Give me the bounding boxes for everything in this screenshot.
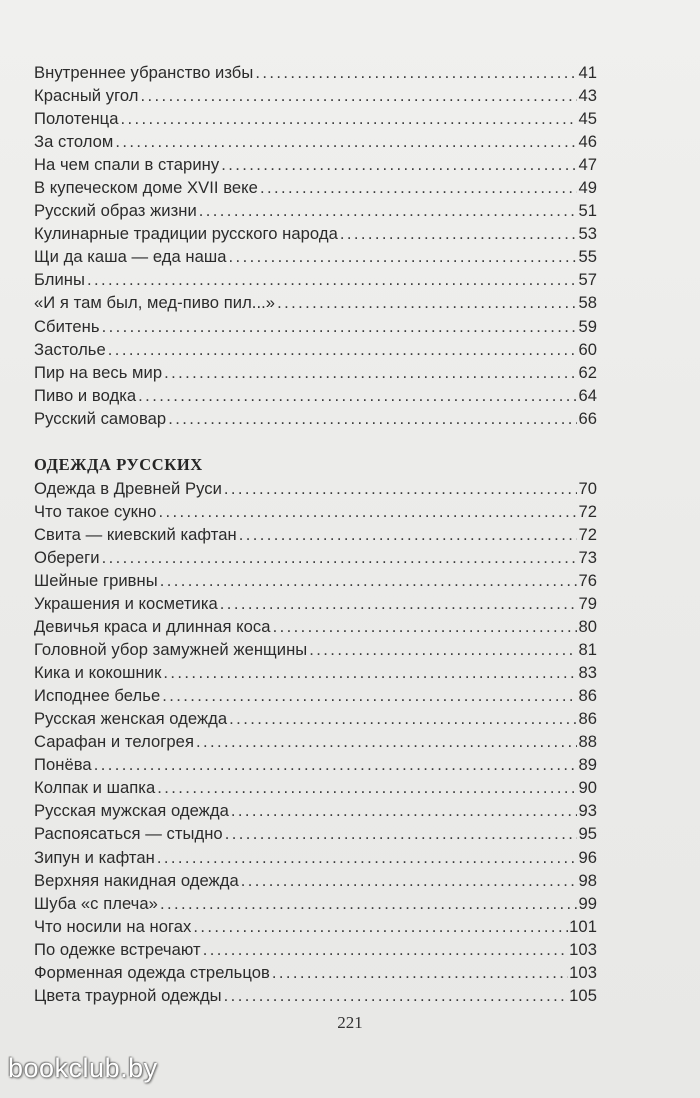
toc-entry — [34, 707, 597, 730]
toc-entry — [34, 338, 597, 361]
toc-entry-title: Что носили на ногах — [34, 916, 192, 936]
toc-entry-page: 66 — [578, 408, 597, 428]
dot-leader — [138, 384, 577, 407]
toc-entry-page: 96 — [578, 847, 597, 867]
toc-entry — [34, 407, 597, 430]
dot-leader — [162, 684, 577, 707]
dot-leader — [309, 638, 577, 661]
toc-section-clothing — [34, 477, 597, 1007]
toc-entry-page: 93 — [578, 801, 597, 821]
toc-entry-title: Распоясаться — стыдно — [34, 824, 223, 844]
dot-leader — [229, 707, 577, 730]
toc-entry-title: Шейные гривны — [34, 570, 158, 590]
toc-entry — [34, 268, 597, 291]
toc-entry — [34, 107, 597, 130]
toc-entry-page: 55 — [578, 247, 597, 267]
toc-entry-title: Верхняя накидная одежда — [34, 870, 239, 890]
dot-leader — [157, 846, 578, 869]
table-of-contents — [34, 61, 597, 1007]
toc-entry-title: Сарафан и телогрея — [34, 732, 194, 752]
toc-entry — [34, 776, 597, 799]
toc-entry-title: На чем спали в старину — [34, 155, 220, 175]
toc-entry-page: 53 — [578, 224, 597, 244]
toc-entry — [34, 569, 597, 592]
toc-entry — [34, 153, 597, 176]
toc-entry-page: 79 — [578, 593, 597, 613]
toc-entry-title: Кика и кокошник — [34, 663, 162, 683]
toc-entry-page: 60 — [578, 339, 597, 359]
toc-entry-title: Зипун и кафтан — [34, 847, 155, 867]
toc-entry — [34, 984, 597, 1007]
dot-leader — [241, 869, 578, 892]
dot-leader — [168, 407, 577, 430]
dot-leader — [157, 776, 577, 799]
toc-entry-page: 58 — [578, 293, 597, 313]
toc-entry-page: 47 — [578, 155, 597, 175]
dot-leader — [121, 107, 578, 130]
toc-entry-title: Сбитень — [34, 316, 100, 336]
toc-entry-title: Форменная одежда стрельцов — [34, 962, 270, 982]
dot-leader — [221, 153, 577, 176]
toc-entry-title: Пир на весь мир — [34, 362, 163, 382]
toc-entry-page: 72 — [578, 501, 597, 521]
toc-entry-page: 43 — [578, 86, 597, 106]
toc-entry-page: 89 — [578, 755, 597, 775]
toc-entry-title: Шуба «с плеча» — [34, 893, 158, 913]
toc-entry-page: 103 — [569, 962, 597, 982]
dot-leader — [193, 915, 568, 938]
dot-leader — [260, 176, 577, 199]
watermark: bookclub.by — [8, 1053, 158, 1083]
dot-leader — [87, 268, 577, 291]
dot-leader — [273, 615, 578, 638]
toc-entry-page: 90 — [578, 778, 597, 798]
toc-entry-page: 88 — [578, 732, 597, 752]
toc-entry-title: За столом — [34, 132, 114, 152]
toc-entry-title: Головной убор замужней женщины — [34, 640, 308, 660]
toc-entry-title: Русский образ жизни — [34, 201, 197, 221]
toc-entry — [34, 61, 597, 84]
toc-entry — [34, 500, 597, 523]
toc-entry — [34, 869, 597, 892]
toc-entry-title: По одежке встречают — [34, 939, 201, 959]
dot-leader — [164, 361, 577, 384]
toc-entry — [34, 245, 597, 268]
dot-leader — [141, 84, 578, 107]
toc-entry-title: Красный угол — [34, 86, 139, 106]
dot-leader — [203, 938, 568, 961]
toc-entry — [34, 961, 597, 984]
toc-entry-page: 62 — [578, 362, 597, 382]
toc-entry-page: 64 — [578, 385, 597, 405]
toc-entry — [34, 523, 597, 546]
toc-entry — [34, 799, 597, 822]
dot-leader — [220, 592, 578, 615]
toc-entry — [34, 84, 597, 107]
dot-leader — [340, 222, 578, 245]
toc-entry-page: 101 — [569, 916, 597, 936]
toc-entry-page: 51 — [578, 201, 597, 221]
toc-entry-title: Блины — [34, 270, 85, 290]
toc-entry — [34, 130, 597, 153]
section-gap — [34, 430, 597, 453]
dot-leader — [160, 569, 578, 592]
dot-leader — [231, 799, 578, 822]
toc-entry — [34, 199, 597, 222]
toc-entry-title: Кулинарные традиции русского народа — [34, 224, 338, 244]
toc-entry-title: Исподнее белье — [34, 686, 161, 706]
toc-entry-title: В купеческом доме XVII веке — [34, 178, 258, 198]
toc-entry — [34, 615, 597, 638]
toc-entry — [34, 546, 597, 569]
toc-entry-title: Одежда в Древней Руси — [34, 478, 222, 498]
dot-leader — [229, 245, 578, 268]
toc-entry — [34, 938, 597, 961]
section-heading: ОДЕЖДА РУССКИХ — [34, 454, 203, 474]
toc-entry-page: 99 — [578, 893, 597, 913]
page-number: 221 — [337, 1013, 363, 1032]
toc-entry — [34, 915, 597, 938]
toc-entry — [34, 822, 597, 845]
toc-entry-title: Обереги — [34, 547, 100, 567]
toc-entry — [34, 684, 597, 707]
toc-entry-page: 81 — [578, 640, 597, 660]
toc-entry — [34, 361, 597, 384]
dot-leader — [224, 984, 568, 1007]
toc-entry-page: 49 — [578, 178, 597, 198]
toc-entry-page: 86 — [578, 709, 597, 729]
toc-entry — [34, 315, 597, 338]
toc-entry — [34, 846, 597, 869]
toc-entry-title: Русский самовар — [34, 408, 167, 428]
dot-leader — [199, 199, 578, 222]
dot-leader — [224, 477, 578, 500]
dot-leader — [160, 892, 578, 915]
dot-leader — [102, 546, 578, 569]
toc-entry-title: Свита — киевский кафтан — [34, 524, 237, 544]
toc-entry — [34, 176, 597, 199]
toc-entry-page: 59 — [578, 316, 597, 336]
toc-entry-page: 70 — [578, 478, 597, 498]
toc-entry-page: 105 — [569, 985, 597, 1005]
toc-entry-title: Русская мужская одежда — [34, 801, 229, 821]
toc-entry-page: 73 — [578, 547, 597, 567]
toc-entry — [34, 661, 597, 684]
toc-section-household — [34, 61, 597, 430]
dot-leader — [163, 661, 577, 684]
toc-entry-title: Полотенца — [34, 109, 119, 129]
dot-leader — [225, 822, 578, 845]
toc-entry-page: 45 — [578, 109, 597, 129]
toc-entry-title: Щи да каша — еда наша — [34, 247, 227, 267]
toc-entry-page: 86 — [578, 686, 597, 706]
toc-entry-title: Что такое сукно — [34, 501, 157, 521]
toc-entry — [34, 730, 597, 753]
toc-entry — [34, 753, 597, 776]
dot-leader — [108, 338, 578, 361]
toc-entry-page: 76 — [578, 570, 597, 590]
toc-entry — [34, 291, 597, 314]
toc-entry-page: 103 — [569, 939, 597, 959]
toc-entry-page: 57 — [578, 270, 597, 290]
toc-entry-title: Украшения и косметика — [34, 593, 218, 613]
toc-entry-title: «И я там был, мед-пиво пил...» — [34, 293, 276, 313]
toc-entry-page: 95 — [578, 824, 597, 844]
toc-entry-page: 41 — [578, 63, 597, 82]
toc-entry-page: 72 — [578, 524, 597, 544]
toc-entry-page: 83 — [578, 663, 597, 683]
toc-entry-title: Внутреннее убранство избы — [34, 63, 254, 82]
toc-entry — [34, 592, 597, 615]
toc-entry — [34, 638, 597, 661]
dot-leader — [255, 61, 577, 84]
toc-entry-title: Понёва — [34, 755, 92, 775]
toc-entry — [34, 892, 597, 915]
dot-leader — [272, 961, 568, 984]
toc-entry-title: Колпак и шапка — [34, 778, 156, 798]
toc-entry — [34, 384, 597, 407]
dot-leader — [94, 753, 578, 776]
toc-entry-title: Цвета траурной одежды — [34, 985, 222, 1005]
dot-leader — [239, 523, 578, 546]
toc-entry-title: Пиво и водка — [34, 385, 137, 405]
toc-entry — [34, 477, 597, 500]
toc-entry-page: 46 — [578, 132, 597, 152]
toc-entry-title: Застолье — [34, 339, 106, 359]
toc-entry-title: Девичья краса и длинная коса — [34, 617, 271, 637]
toc-entry-page: 80 — [578, 617, 597, 637]
toc-entry-title: Русская женская одежда — [34, 709, 228, 729]
dot-leader — [196, 730, 577, 753]
dot-leader — [102, 315, 578, 338]
dot-leader — [277, 291, 577, 314]
dot-leader — [158, 500, 577, 523]
toc-entry — [34, 222, 597, 245]
dot-leader — [115, 130, 577, 153]
toc-entry-page: 98 — [578, 870, 597, 890]
